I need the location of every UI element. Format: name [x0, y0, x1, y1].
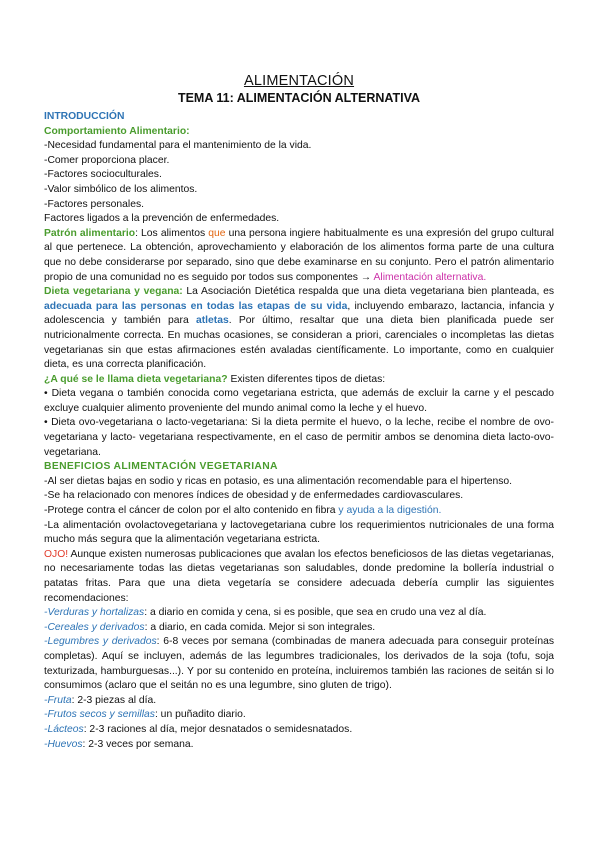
- beneficio-item: -Se ha relacionado con menores índices de obesidad y de enfermedades cardiovasculares.: [44, 490, 464, 502]
- document-subtitle: TEMA 11: ALIMENTACIÓN ALTERNATIVA: [177, 91, 421, 105]
- recomendacion-item: -Lácteos: 2-3 raciones al día, mejor desnatados o semidesnatados.: [44, 723, 353, 735]
- comportamiento-item: -Necesidad fundamental para el mantenimiento de la vida.: [44, 140, 312, 152]
- recomendacion-item: -Cereales y derivados: a diario, en cada comida. Mejor si son integrales.: [44, 621, 376, 633]
- alternativa-link: Alimentación alternativa.: [373, 271, 487, 283]
- intro-heading: INTRODUCCIÓN: [44, 111, 125, 122]
- recomendacion-item: -Verduras y hortalizas: a diario en comida y cena, si es posible, que sea en crudo una vez al día.: [44, 607, 487, 619]
- comportamiento-title: Comportamiento Alimentario:: [44, 125, 190, 137]
- beneficio-item: -La alimentación ovolactovegetariana y lactovegetariana cubre los requerimientos nutricionales de una forma mucho más segura que la alimentación vegetariana estricta.: [44, 519, 554, 546]
- recomendacion-item: -Huevos: 2-3 veces por semana.: [44, 738, 194, 750]
- recomendacion-item: -Frutos secos y semillas: un puñadito diario.: [44, 709, 246, 721]
- comportamiento-item: -Factores personales.: [44, 198, 145, 210]
- beneficio-item: -Protege contra el cáncer de colon por el alto contenido en fibra y ayuda a la digestión.: [44, 505, 442, 517]
- digestion-highlight: y ayuda a la digestión.: [338, 505, 442, 517]
- recomendacion-item: -Legumbres y derivados: 6-8 veces por semana (combinadas de manera adecuada para conseguir proteínas completas). Aquí se incluyen, además de las legumbres tradicionales, los derivados de la soja (tofu, soja texturizada, hamburguesas...). Y por su contenido en proteína, incluiremos también las raciones de seitán si lo consumimos (aclaro que el seitán no es una legumbre, sino gluten de trigo).: [44, 636, 555, 692]
- dieta-paragraph: Dieta vegetariana y vegana: La Asociación Dietética respalda que una dieta vegetariana bien planteada, es adecuada para las personas en todas las etapas de su vida, incluyendo embarazo, lactancia, infancia y adolescencia y también para atletas. Por último, resaltar que una dieta bien planificada puede ser nutricionalmente correcta. En muchas ocasiones, se consideran a priori, carenciales o incompletas las dietas vegetarianas sin que estas afirmaciones estén avaladas científicamente. Lo importante, como en cualquier dieta, es una correcta planificación.: [44, 286, 555, 371]
- dieta-question: ¿A qué se le llama dieta vegetariana? Existen diferentes tipos de dietas:: [44, 373, 386, 385]
- atletas-highlight: atletas: [195, 315, 229, 327]
- comportamiento-item: -Comer proporciona placer.: [44, 154, 170, 166]
- recomendacion-item: -Fruta: 2-3 piezas al día.: [44, 694, 157, 706]
- beneficios-heading: BENEFICIOS ALIMENTACIÓN VEGETARIANA: [44, 461, 278, 473]
- patron-label: Patrón alimentario: [44, 227, 136, 239]
- patron-que: que: [208, 227, 226, 239]
- comportamiento-item: -Factores socioculturales.: [44, 169, 162, 181]
- ojo-label: OJO!: [44, 548, 69, 560]
- dieta-label: Dieta vegetariana y vegana:: [44, 286, 183, 298]
- beneficio-item: -Al ser dietas bajas en sodio y ricas en potasio, es una alimentación recomendable para el hipertenso.: [44, 475, 513, 487]
- patron-paragraph: Patrón alimentario: Los alimentos que una persona ingiere habitualmente es una expresión del grupo cultural al que pertenece. La obtención, aprovechamiento y elaboración de los alimentos forma parte de una cultura que no debe considerarse por separado, sino que debe examinarse en su conjunto. Pero el patrón alimentario propio de una comunidad no es seguido por todos sus componentes → Alimentación alternativa.: [44, 227, 554, 283]
- dieta-bullet: • Dieta ovo-vegetariana o lacto-vegetariana: Si la dieta permite el huevo, o la leche, recibe el nombre de ovo-vegetariana y lacto- vegetariana respectivamente, en el caso de permitir ambos se denomina dieta lacto-ovo- vegetariana.: [44, 417, 554, 458]
- dieta-bullet: • Dieta vegana o también conocida como vegetariana estricta, que además de excluir la carne y el pescado excluye cualquier alimento proveniente del mundo animal como la leche y el huevo.: [44, 388, 554, 414]
- document-title: ALIMENTACIÓN: [243, 73, 355, 89]
- dieta-highlight: adecuada para las personas en todas las etapas de su vida: [44, 300, 348, 312]
- comportamiento-item: -Valor simbólico de los alimentos.: [44, 183, 198, 195]
- document-body: [44, 110, 554, 752]
- ojo-paragraph: OJO! Aunque existen numerosas publicaciones que avalan los efectos beneficiosos de las dietas vegetarianas, no necesariamente todas las dietas vegetarianas son saludables, donde predomine la bollería industrial o patatas fritas. Para que una dieta vegetaría se considere adecuada debería cumplir las siguientes recomendaciones:: [44, 548, 554, 604]
- comportamiento-item: Factores ligados a la prevención de enfermedades.: [44, 213, 280, 225]
